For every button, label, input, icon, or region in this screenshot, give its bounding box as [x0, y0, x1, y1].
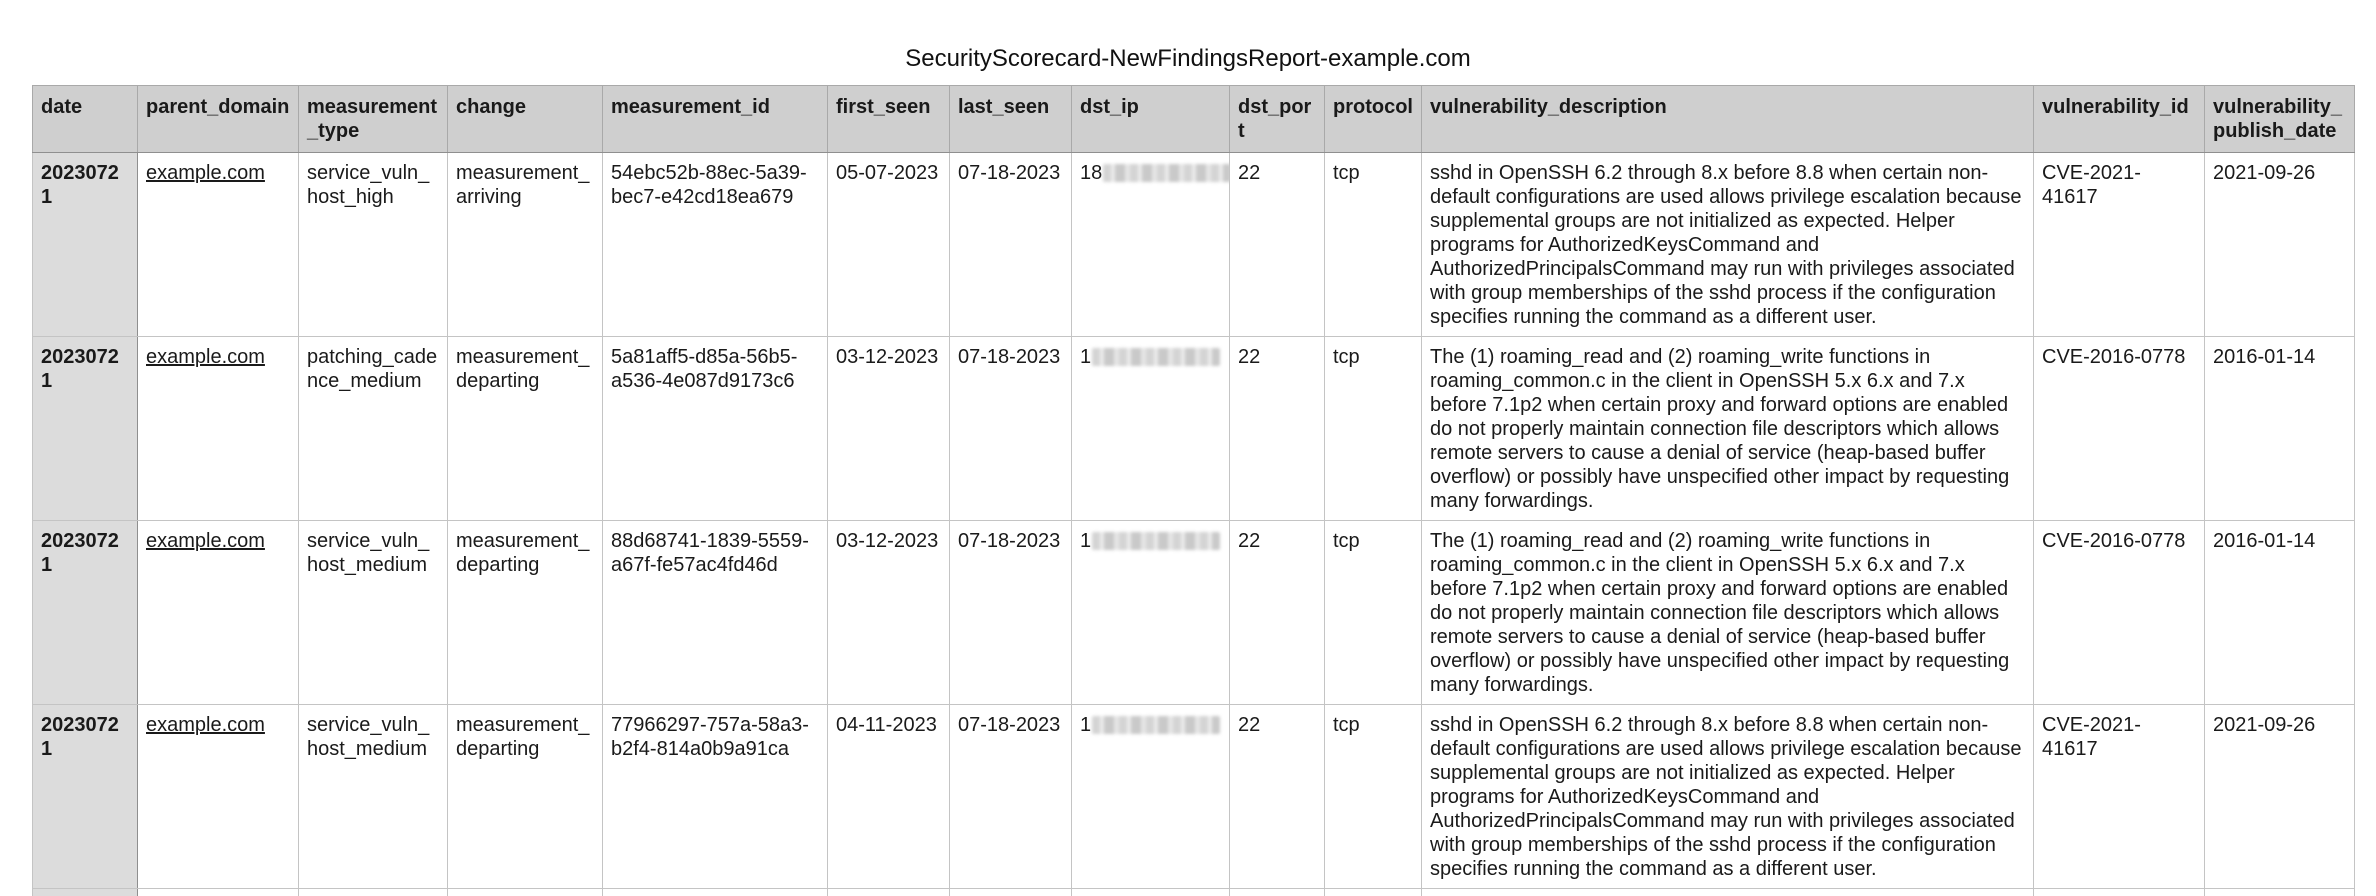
cell-vulnerability-description[interactable]: The (1) roaming_read and (2) roaming_write functions in roaming_common.c in the client in OpenSSH 5.x 6.x and 7.x before 7.1p2 when certain proxy and forward options are enabled do not properly maintain connection file descriptors which allows remote servers to cause a denial of service (heap-based buffer overflow) or possibly have unspecified other impact by requesting many forwardings. [1422, 337, 2034, 521]
cell-parent-domain[interactable] [138, 521, 299, 705]
cell-measurement-type[interactable]: service_vuln_host_high [299, 153, 448, 337]
cell-empty [828, 889, 950, 896]
cell-empty [138, 889, 299, 896]
cell-measurement-id[interactable]: 88d68741-1839-5559-a67f-fe57ac4fd46d [603, 521, 828, 705]
cell-date[interactable]: 20230721 [33, 521, 138, 705]
cell-dst-ip[interactable] [1072, 705, 1230, 889]
cell-vulnerability-publish-date[interactable]: 2021-09-26 [2205, 153, 2355, 337]
parent-domain-link[interactable]: example.com [146, 162, 265, 184]
column-header-first-seen[interactable]: first_seen [828, 86, 950, 153]
cell-change[interactable]: measurement_departing [448, 521, 603, 705]
cell-vulnerability-publish-date[interactable]: 2016-01-14 [2205, 337, 2355, 521]
dst-ip-visible-prefix: 1 [1080, 714, 1092, 736]
column-header-dst-ip[interactable]: dst_ip [1072, 86, 1230, 153]
cell-vulnerability-id[interactable]: CVE-2016-0778 [2034, 521, 2205, 705]
cell-vulnerability-description[interactable]: sshd in OpenSSH 6.2 through 8.x before 8.8 when certain non-default configurations are used allows privilege escalation because supplemental groups are not initialized as expected. Helper programs for AuthorizedKeysCommand and AuthorizedPrincipalsCommand may run with privileges associated with group memberships of the sshd process if the configuration specifies running the command as a different user. [1422, 705, 2034, 889]
cell-vulnerability-description[interactable]: sshd in OpenSSH 6.2 through 8.x before 8.8 when certain non-default configurations are used allows privilege escalation because supplemental groups are not initialized as expected. Helper programs for AuthorizedKeysCommand and AuthorizedPrincipalsCommand may run with privileges associated with group memberships of the sshd process if the configuration specifies running the command as a different user. [1422, 153, 2034, 337]
column-header-measurement-type[interactable]: measurement _type [299, 86, 448, 153]
cell-vulnerability-publish-date[interactable]: 2016-01-14 [2205, 521, 2355, 705]
column-header-change[interactable]: change [448, 86, 603, 153]
cell-protocol[interactable]: tcp [1325, 521, 1422, 705]
redacted-ip-blur [1092, 532, 1220, 550]
cell-vulnerability-id[interactable]: CVE-2021-41617 [2034, 153, 2205, 337]
dst-ip-visible-prefix: 1 [1080, 530, 1092, 552]
cell-empty [1230, 889, 1325, 896]
cell-last-seen[interactable]: 07-18-2023 [950, 337, 1072, 521]
cell-empty [950, 889, 1072, 896]
cell-empty [2034, 889, 2205, 896]
redacted-ip-blur [1092, 716, 1220, 734]
cell-measurement-type[interactable]: service_vuln_host_medium [299, 521, 448, 705]
cell-protocol[interactable]: tcp [1325, 337, 1422, 521]
redacted-ip-blur [1092, 348, 1220, 366]
table-row [33, 521, 2355, 705]
cell-parent-domain[interactable] [138, 153, 299, 337]
redacted-ip-blur [1103, 164, 1229, 182]
cell-vulnerability-id[interactable]: CVE-2021-41617 [2034, 705, 2205, 889]
findings-table [32, 85, 2355, 896]
column-header-dst-port[interactable]: dst_port [1230, 86, 1325, 153]
parent-domain-link[interactable]: example.com [146, 530, 265, 552]
cell-dst-ip[interactable] [1072, 337, 1230, 521]
cell-protocol[interactable]: tcp [1325, 705, 1422, 889]
dst-ip-visible-prefix: 18 [1080, 162, 1103, 184]
column-header-parent-domain[interactable]: parent_domain [138, 86, 299, 153]
cell-vulnerability-publish-date[interactable]: 2021-09-26 [2205, 705, 2355, 889]
cell-dst-port[interactable]: 22 [1230, 153, 1325, 337]
cell-empty [33, 889, 138, 896]
table-row [33, 705, 2355, 889]
parent-domain-link[interactable]: example.com [146, 346, 265, 368]
column-header-protocol[interactable]: protocol [1325, 86, 1422, 153]
cell-change[interactable]: measurement_departing [448, 705, 603, 889]
column-header-vulnerability-id[interactable]: vulnerability_id [2034, 86, 2205, 153]
cell-first-seen[interactable]: 05-07-2023 [828, 153, 950, 337]
cell-first-seen[interactable]: 03-12-2023 [828, 337, 950, 521]
column-header-measurement-id[interactable]: measurement_id [603, 86, 828, 153]
cell-measurement-type[interactable]: patching_cadence_medium [299, 337, 448, 521]
cell-measurement-type[interactable]: service_vuln_host_medium [299, 705, 448, 889]
cell-date[interactable]: 20230721 [33, 153, 138, 337]
column-header-vulnerability-description[interactable]: vulnerability_description [1422, 86, 2034, 153]
cell-date[interactable]: 20230721 [33, 705, 138, 889]
cell-empty [1422, 889, 2034, 896]
cell-empty [448, 889, 603, 896]
cell-last-seen[interactable]: 07-18-2023 [950, 705, 1072, 889]
dst-ip-visible-prefix: 1 [1080, 346, 1092, 368]
cell-dst-ip[interactable] [1072, 153, 1230, 337]
table-row [33, 153, 2355, 337]
cell-vulnerability-description[interactable]: The (1) roaming_read and (2) roaming_write functions in roaming_common.c in the client in OpenSSH 5.x 6.x and 7.x before 7.1p2 when certain proxy and forward options are enabled do not properly maintain connection file descriptors which allows remote servers to cause a denial of service (heap-based buffer overflow) or possibly have unspecified other impact by requesting many forwardings. [1422, 521, 2034, 705]
table-row-partial [33, 889, 2355, 896]
cell-vulnerability-id[interactable]: CVE-2016-0778 [2034, 337, 2205, 521]
cell-change[interactable]: measurement_arriving [448, 153, 603, 337]
cell-measurement-id[interactable]: 77966297-757a-58a3-b2f4-814a0b9a91ca [603, 705, 828, 889]
cell-protocol[interactable]: tcp [1325, 153, 1422, 337]
cell-first-seen[interactable]: 04-11-2023 [828, 705, 950, 889]
cell-measurement-id[interactable]: 54ebc52b-88ec-5a39-bec7-e42cd18ea679 [603, 153, 828, 337]
cell-empty [299, 889, 448, 896]
table-row [33, 337, 2355, 521]
cell-dst-port[interactable]: 22 [1230, 337, 1325, 521]
cell-last-seen[interactable]: 07-18-2023 [950, 521, 1072, 705]
cell-dst-ip[interactable] [1072, 521, 1230, 705]
cell-empty [2205, 889, 2355, 896]
cell-empty [1072, 889, 1230, 896]
cell-empty [1325, 889, 1422, 896]
cell-parent-domain[interactable] [138, 705, 299, 889]
cell-date[interactable]: 20230721 [33, 337, 138, 521]
column-header-date[interactable]: date [33, 86, 138, 153]
parent-domain-link[interactable]: example.com [146, 714, 265, 736]
cell-dst-port[interactable]: 22 [1230, 521, 1325, 705]
header-row [33, 86, 2355, 153]
column-header-vulnerability-publish-date[interactable]: vulnerability_ publish_date [2205, 86, 2355, 153]
cell-empty [603, 889, 828, 896]
cell-change[interactable]: measurement_departing [448, 337, 603, 521]
column-header-last-seen[interactable]: last_seen [950, 86, 1072, 153]
cell-dst-port[interactable]: 22 [1230, 705, 1325, 889]
cell-measurement-id[interactable]: 5a81aff5-d85a-56b5-a536-4e087d9173c6 [603, 337, 828, 521]
cell-first-seen[interactable]: 03-12-2023 [828, 521, 950, 705]
cell-parent-domain[interactable] [138, 337, 299, 521]
report-title: SecurityScorecard-NewFindingsReport-example.com [905, 45, 1471, 72]
cell-last-seen[interactable]: 07-18-2023 [950, 153, 1072, 337]
